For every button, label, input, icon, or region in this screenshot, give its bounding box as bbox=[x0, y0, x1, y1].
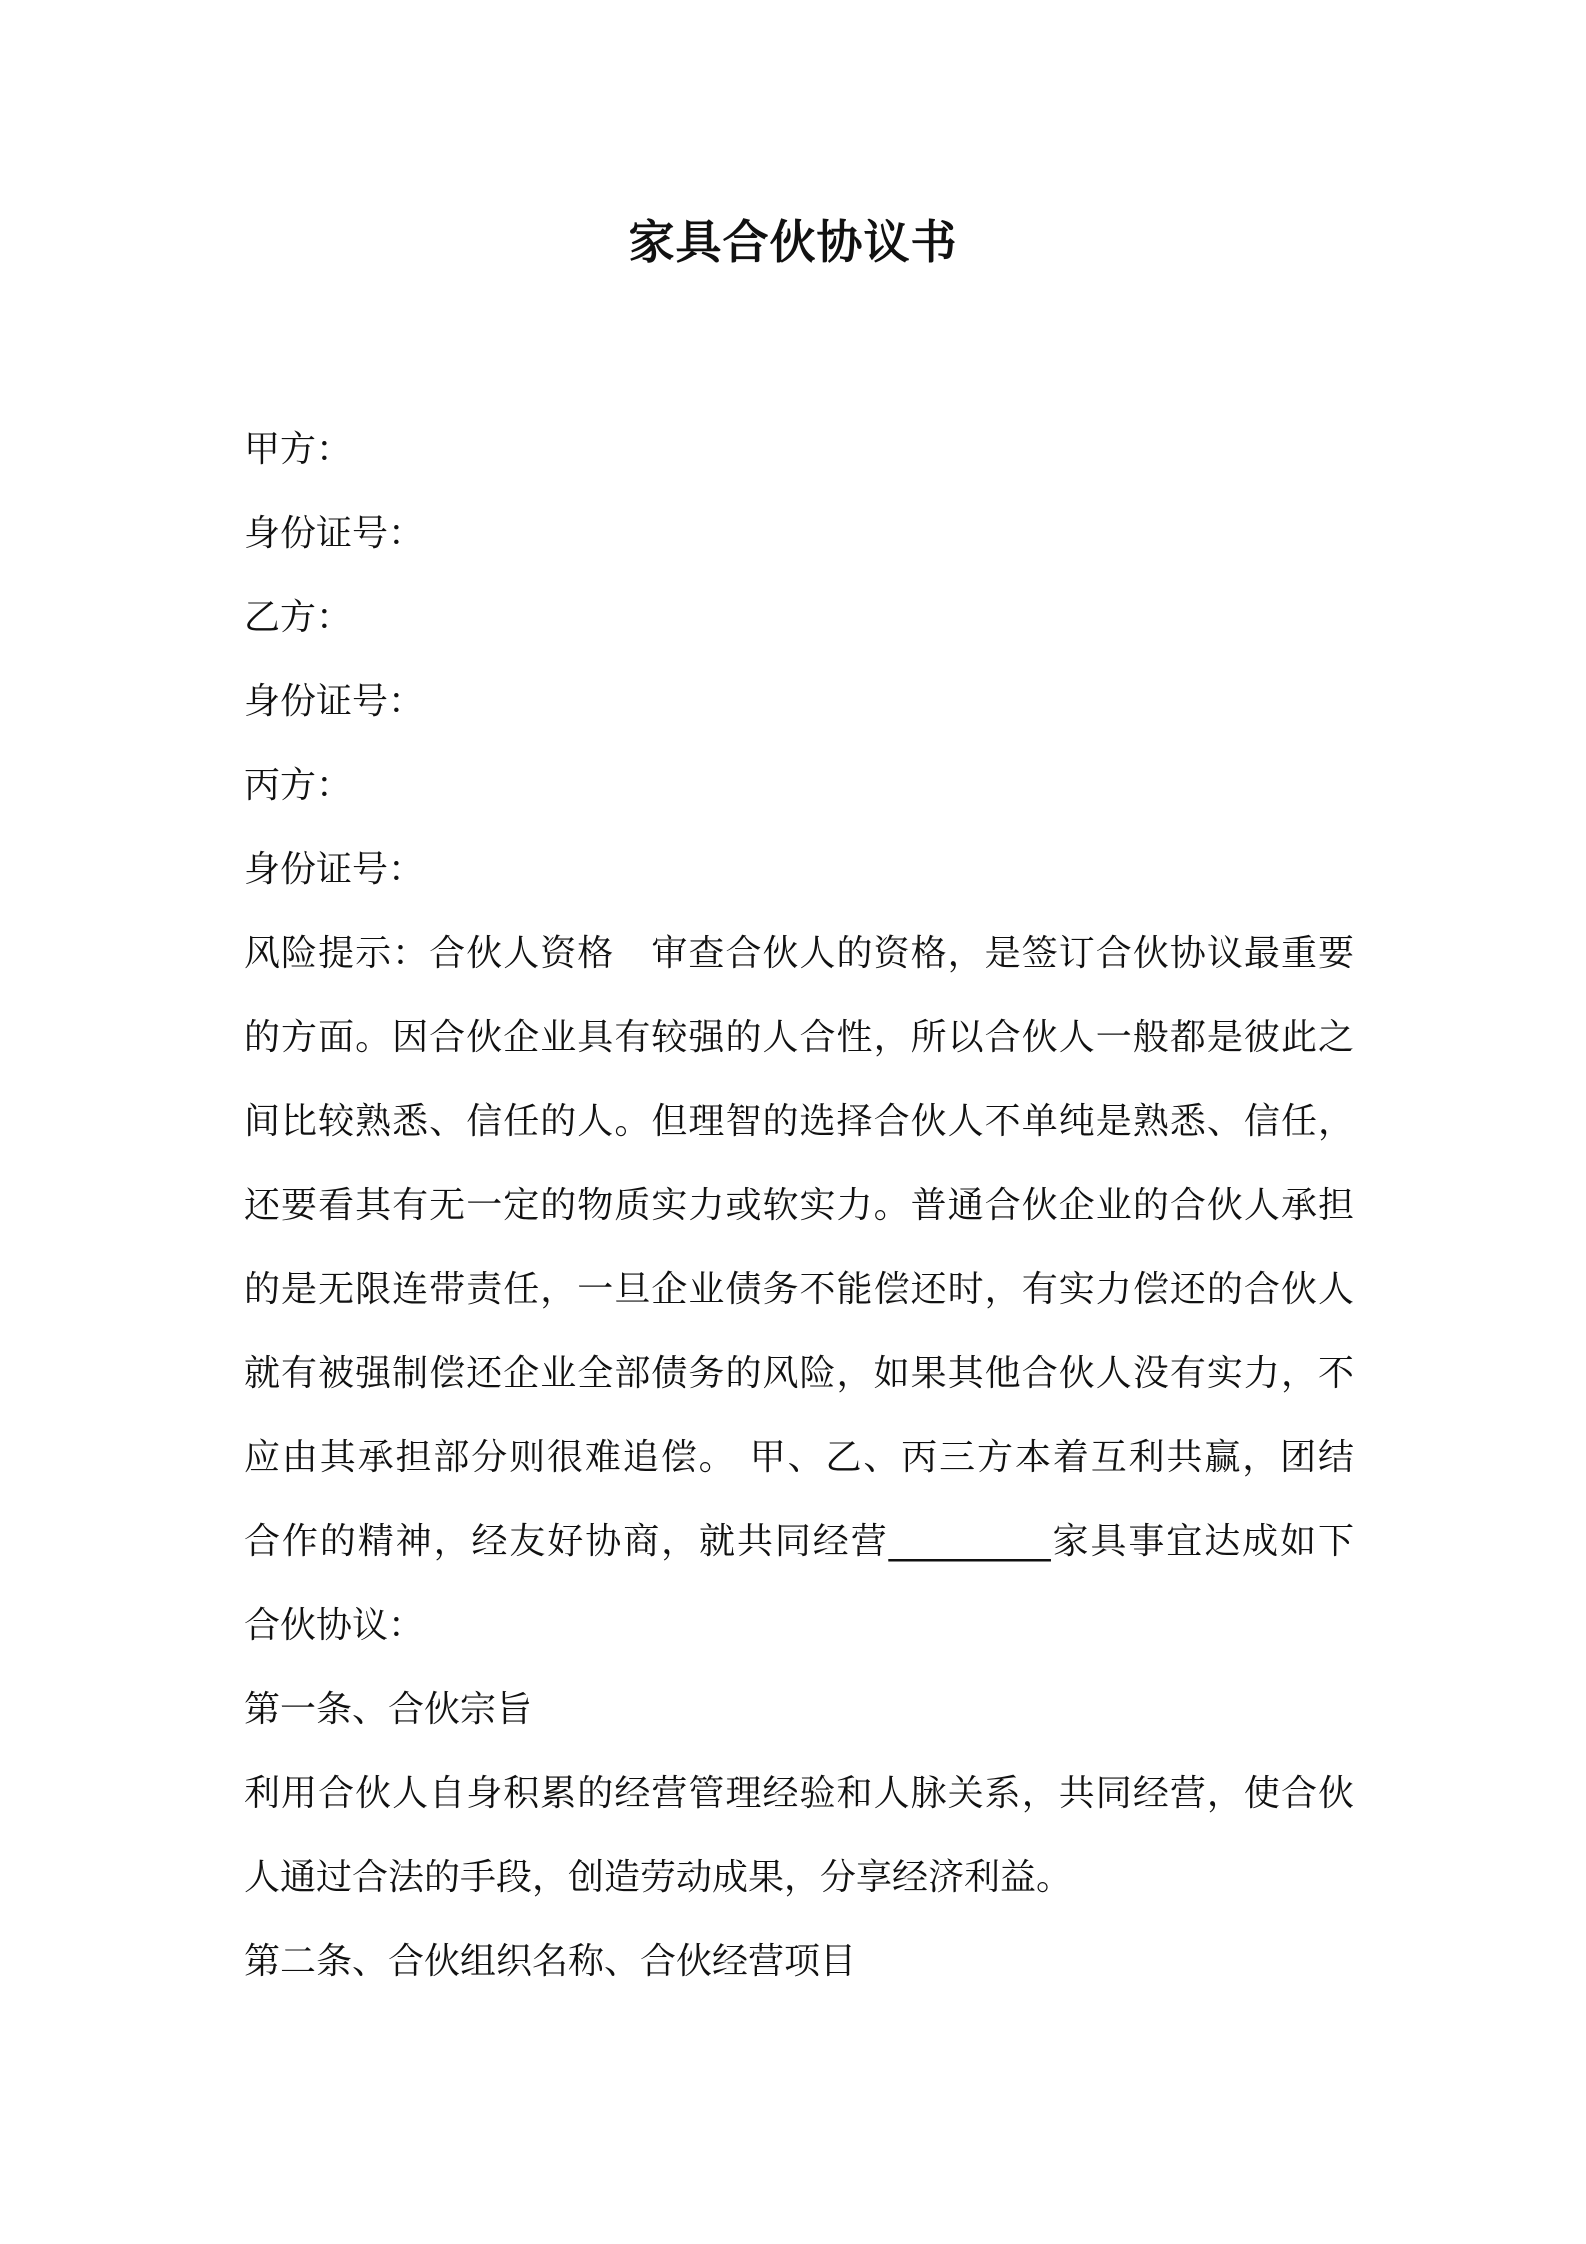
risk-paragraph-line: 合伙协议： bbox=[244, 1605, 425, 1646]
party-c-id-label: 身份证号： bbox=[244, 849, 425, 890]
article-1-line: 利用合伙人自身积累的经营管理经验和人脉关系，共同经营，使合伙 bbox=[244, 1773, 1354, 1814]
risk-paragraph-line: 风险提示：合伙人资格 审查合伙人的资格，是签订合伙协议最重要 bbox=[244, 933, 1354, 974]
party-b-label: 乙方： bbox=[244, 597, 353, 638]
risk-paragraph-line: 合作的精神，经友好协商，就共同经营_________家具事宜达成如下 bbox=[244, 1521, 1354, 1562]
risk-paragraph-line: 间比较熟悉、信任的人。但理智的选择合伙人不单纯是熟悉、信任， bbox=[244, 1101, 1354, 1142]
risk-paragraph-line: 的方面。因合伙企业具有较强的人合性，所以合伙人一般都是彼此之 bbox=[244, 1017, 1354, 1058]
risk-paragraph-line: 应由其承担部分则很难追偿。 甲、乙、丙三方本着互利共赢，团结 bbox=[244, 1437, 1354, 1478]
risk-paragraph-line: 还要看其有无一定的物质实力或软实力。普通合伙企业的合伙人承担 bbox=[244, 1185, 1354, 1226]
party-b-id-label: 身份证号： bbox=[244, 681, 425, 722]
document-title: 家具合伙协议书 bbox=[628, 215, 958, 269]
article-1-line: 人通过合法的手段，创造劳动成果，分享经济利益。 bbox=[244, 1857, 1073, 1898]
party-c-label: 丙方： bbox=[244, 765, 353, 806]
document-body bbox=[244, 408, 1354, 2004]
risk-paragraph-line: 的是无限连带责任，一旦企业债务不能偿还时，有实力偿还的合伙人 bbox=[244, 1269, 1354, 1310]
party-a-label: 甲方： bbox=[244, 429, 353, 470]
party-a-id-label: 身份证号： bbox=[244, 513, 425, 554]
article-2-heading: 第二条、合伙组织名称、合伙经营项目 bbox=[244, 1941, 857, 1982]
risk-paragraph-line: 就有被强制偿还企业全部债务的风险，如果其他合伙人没有实力，不 bbox=[244, 1353, 1354, 1394]
article-1-heading: 第一条、合伙宗旨 bbox=[244, 1689, 533, 1730]
